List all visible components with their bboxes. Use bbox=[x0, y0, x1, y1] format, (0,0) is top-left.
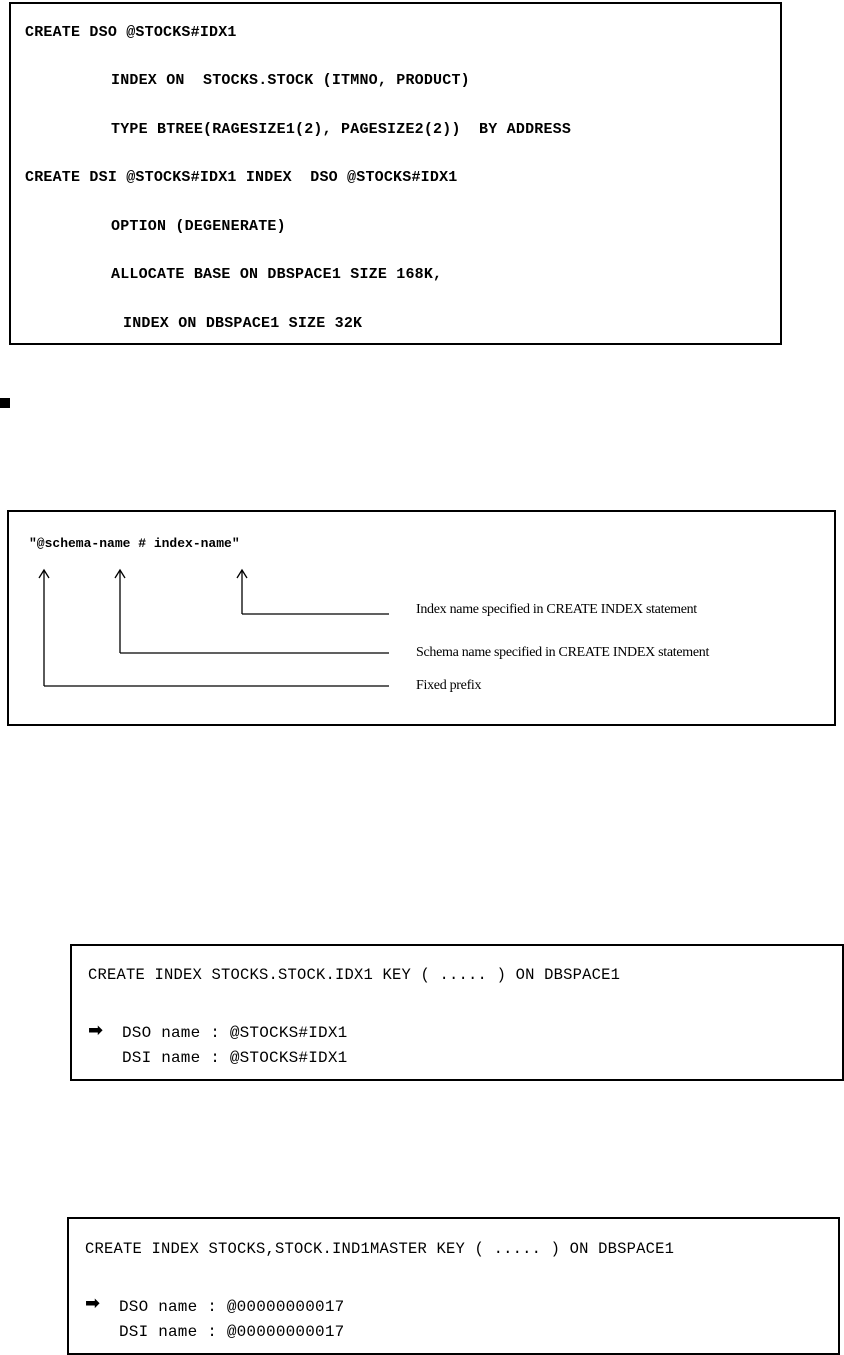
arrow-right-icon: ➡ bbox=[88, 1020, 104, 1041]
example-box-2 bbox=[67, 1217, 840, 1355]
example-box-1 bbox=[70, 944, 844, 1081]
naming-diagram-box bbox=[7, 510, 836, 726]
arrow-right-icon: ➡ bbox=[85, 1293, 101, 1314]
legend-index-name: Index name specified in CREATE INDEX statement bbox=[416, 602, 697, 617]
name-format: "@schema-name # index-name" bbox=[29, 536, 240, 551]
ddl-line: ALLOCATE BASE ON DBSPACE1 SIZE 168K, bbox=[111, 266, 443, 283]
dsi-name-line: DSI name : @00000000017 bbox=[119, 1323, 345, 1341]
ddl-line: INDEX ON STOCKS.STOCK (ITMNO, PRODUCT) bbox=[111, 72, 470, 89]
ddl-statement-box bbox=[9, 2, 782, 345]
ddl-line: OPTION (DEGENERATE) bbox=[111, 218, 286, 235]
example-statement: CREATE INDEX STOCKS,STOCK.IND1MASTER KEY ( ..... ) ON DBSPACE1 bbox=[85, 1240, 675, 1258]
dso-name-line: DSO name : @STOCKS#IDX1 bbox=[122, 1024, 348, 1042]
ddl-line: TYPE BTREE(RAGESIZE1(2), PAGESIZE2(2)) BY ADDRESS bbox=[111, 121, 572, 138]
ddl-line: CREATE DSI @STOCKS#IDX1 INDEX DSO @STOCKS#IDX1 bbox=[25, 169, 458, 186]
ddl-line: INDEX ON DBSPACE1 SIZE 32K bbox=[123, 315, 363, 332]
dso-name-line: DSO name : @00000000017 bbox=[119, 1298, 345, 1316]
example-statement: CREATE INDEX STOCKS.STOCK.IDX1 KEY ( ..... ) ON DBSPACE1 bbox=[88, 966, 621, 984]
bullet-marker bbox=[0, 398, 10, 408]
legend-prefix: Fixed prefix bbox=[416, 678, 482, 693]
legend-schema-name: Schema name specified in CREATE INDEX statement bbox=[416, 645, 710, 660]
ddl-line: CREATE DSO @STOCKS#IDX1 bbox=[25, 24, 237, 41]
dsi-name-line: DSI name : @STOCKS#IDX1 bbox=[122, 1049, 348, 1067]
